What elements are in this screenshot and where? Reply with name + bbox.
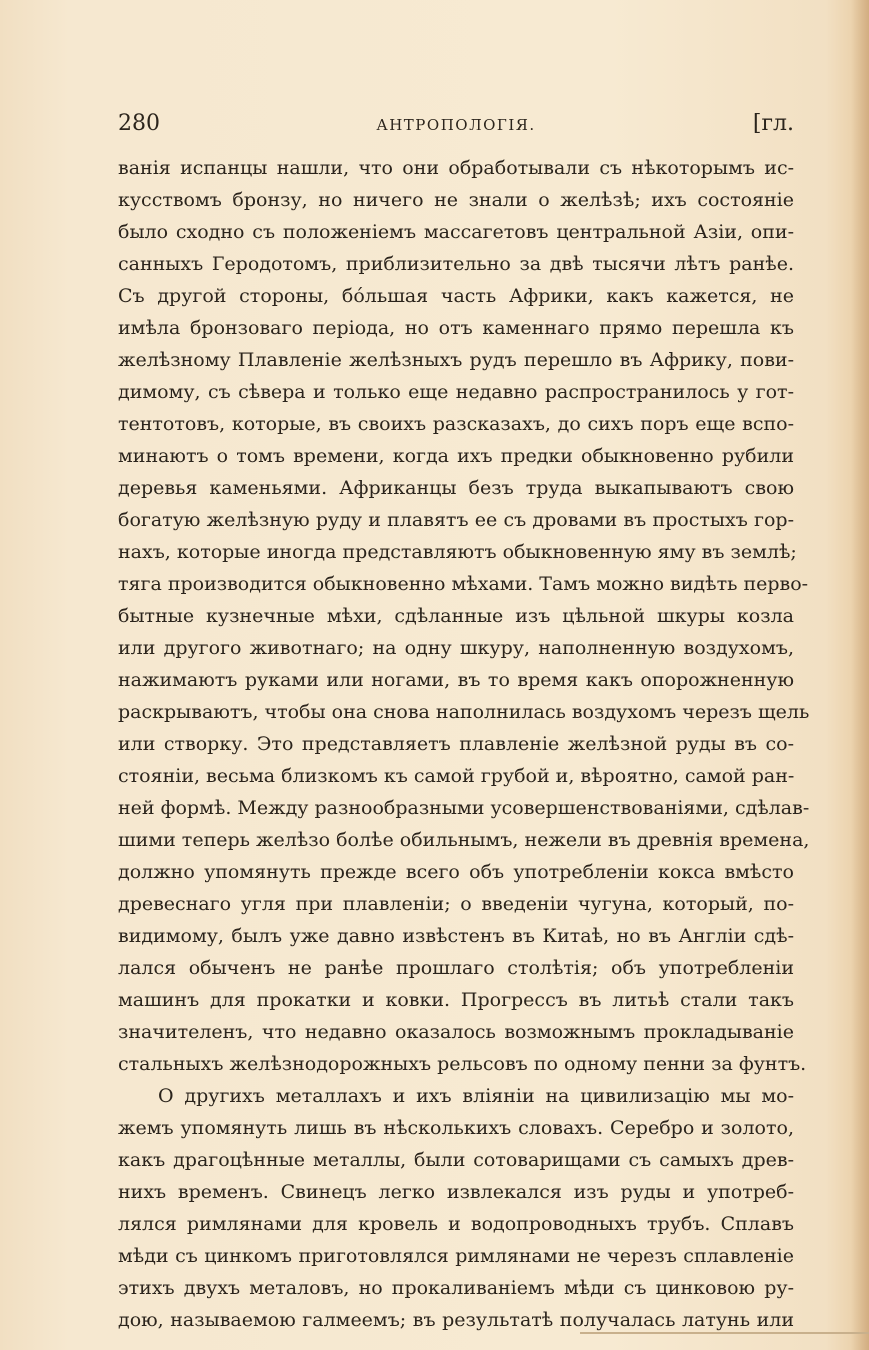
paragraph-start-line: О другихъ металлахъ и ихъ вліяніи на цивилизацію мы мо-	[158, 1085, 794, 1107]
text-line: должно упомянуть прежде всего объ употребленіи кокса вмѣсто	[118, 861, 794, 883]
chapter-reference: [гл.	[752, 111, 794, 136]
text-line: богатую желѣзную руду и плавятъ ее съ дровами въ простыхъ гор-	[118, 509, 794, 531]
text-line: значителенъ, что недавно оказалось возможнымъ прокладываніе	[118, 1021, 794, 1043]
text-line: видимому, былъ уже давно извѣстенъ въ Китаѣ, но въ Англіи сдѣ-	[118, 925, 794, 947]
text-line: Съ другой стороны, бóльшая часть Африки, какъ кажется, не	[118, 285, 794, 307]
text-line: нихъ временъ. Свинецъ легко извлекался изъ руды и употреб-	[118, 1181, 794, 1203]
text-line: димому, съ сѣвера и только еще недавно распространилось у гот-	[118, 381, 794, 403]
text-line: жемъ упомянуть лишь въ нѣсколькихъ словахъ. Серебро и золото,	[118, 1117, 794, 1139]
text-line: стальныхъ желѣзнодорожныхъ рельсовъ по одному пенни за фунтъ.	[118, 1053, 807, 1075]
text-line: тяга производится обыкновенно мѣхами. Тамъ можно видѣть перво-	[118, 573, 809, 595]
text-line: нажимаютъ руками или ногами, въ то время какъ опорожненную	[118, 669, 794, 691]
text-line: или другого животнаго; на одну шкуру, наполненную воздухомъ,	[118, 637, 794, 659]
text-line: желѣзному Плавленіе желѣзныхъ рудъ перешло въ Африку, пови-	[118, 349, 794, 371]
text-line: ванія испанцы нашли, что они обработывали съ нѣкоторымъ ис-	[118, 157, 794, 179]
text-line: санныхъ Геродотомъ, приблизительно за двѣ тысячи лѣтъ ранѣе.	[118, 253, 794, 275]
text-line: стояніи, весьма близкомъ къ самой грубой и, вѣроятно, самой ран-	[118, 765, 795, 787]
page-edge-shadow	[851, 0, 869, 1350]
text-line: лался обыченъ не ранѣе прошлаго столѣтія; объ употребленіи	[118, 957, 794, 979]
text-line: минаютъ о томъ времени, когда ихъ предки обыкновенно рубили	[118, 445, 794, 467]
text-line: или створку. Это представляетъ плавленіе желѣзной руды въ со-	[118, 733, 794, 755]
text-line: бытные кузнечные мѣхи, сдѣланные изъ цѣльной шкуры козла	[118, 605, 794, 627]
text-line: раскрываютъ, чтобы она снова наполнилась воздухомъ черезъ щель	[118, 701, 810, 723]
text-line: какъ драгоцѣнные металлы, были сотоварищами съ самыхъ древ-	[118, 1149, 794, 1171]
body-text	[118, 152, 810, 1336]
running-title: АНТРОПОЛОГІЯ.	[376, 116, 536, 134]
text-line: шими теперь желѣзо болѣе обильнымъ, нежели въ древнія времена,	[118, 829, 810, 851]
text-line: имѣла бронзоваго періода, но отъ каменнаго прямо перешла къ	[118, 317, 794, 339]
text-line: тентотовъ, которые, въ своихъ разсказахъ, до сихъ поръ еще вспо-	[118, 413, 794, 435]
text-line: ней формѣ. Между разнообразными усовершенствованіями, сдѣлав-	[118, 797, 810, 819]
text-line: машинъ для прокатки и ковки. Прогрессъ въ литьѣ стали такъ	[118, 989, 794, 1011]
text-line: кусствомъ бронзу, но ничего не знали о желѣзѣ; ихъ состояніе	[118, 189, 794, 211]
page-number: 280	[118, 111, 160, 136]
text-line: было сходно съ положеніемъ массагетовъ центральной Азіи, опи-	[118, 221, 794, 243]
text-line: этихъ двухъ металовъ, но прокаливаніемъ мѣди съ цинковою ру-	[118, 1277, 794, 1299]
text-line: дою, называемою галмеемъ; въ результатѣ получалась латунь или	[118, 1309, 794, 1331]
page-bottom-rule	[580, 1332, 869, 1334]
text-line: мѣди съ цинкомъ приготовлялся римлянами не черезъ сплавленіе	[118, 1245, 794, 1267]
text-line: деревья каменьями. Африканцы безъ труда выкапываютъ свою	[118, 477, 794, 499]
running-head	[118, 108, 794, 140]
text-line: древеснаго угля при плавленіи; о введеніи чугуна, который, по-	[118, 893, 794, 915]
text-line: нахъ, которые иногда представляютъ обыкновенную яму въ землѣ;	[118, 541, 797, 563]
text-line: лялся римлянами для кровель и водопроводныхъ трубъ. Сплавъ	[118, 1213, 794, 1235]
